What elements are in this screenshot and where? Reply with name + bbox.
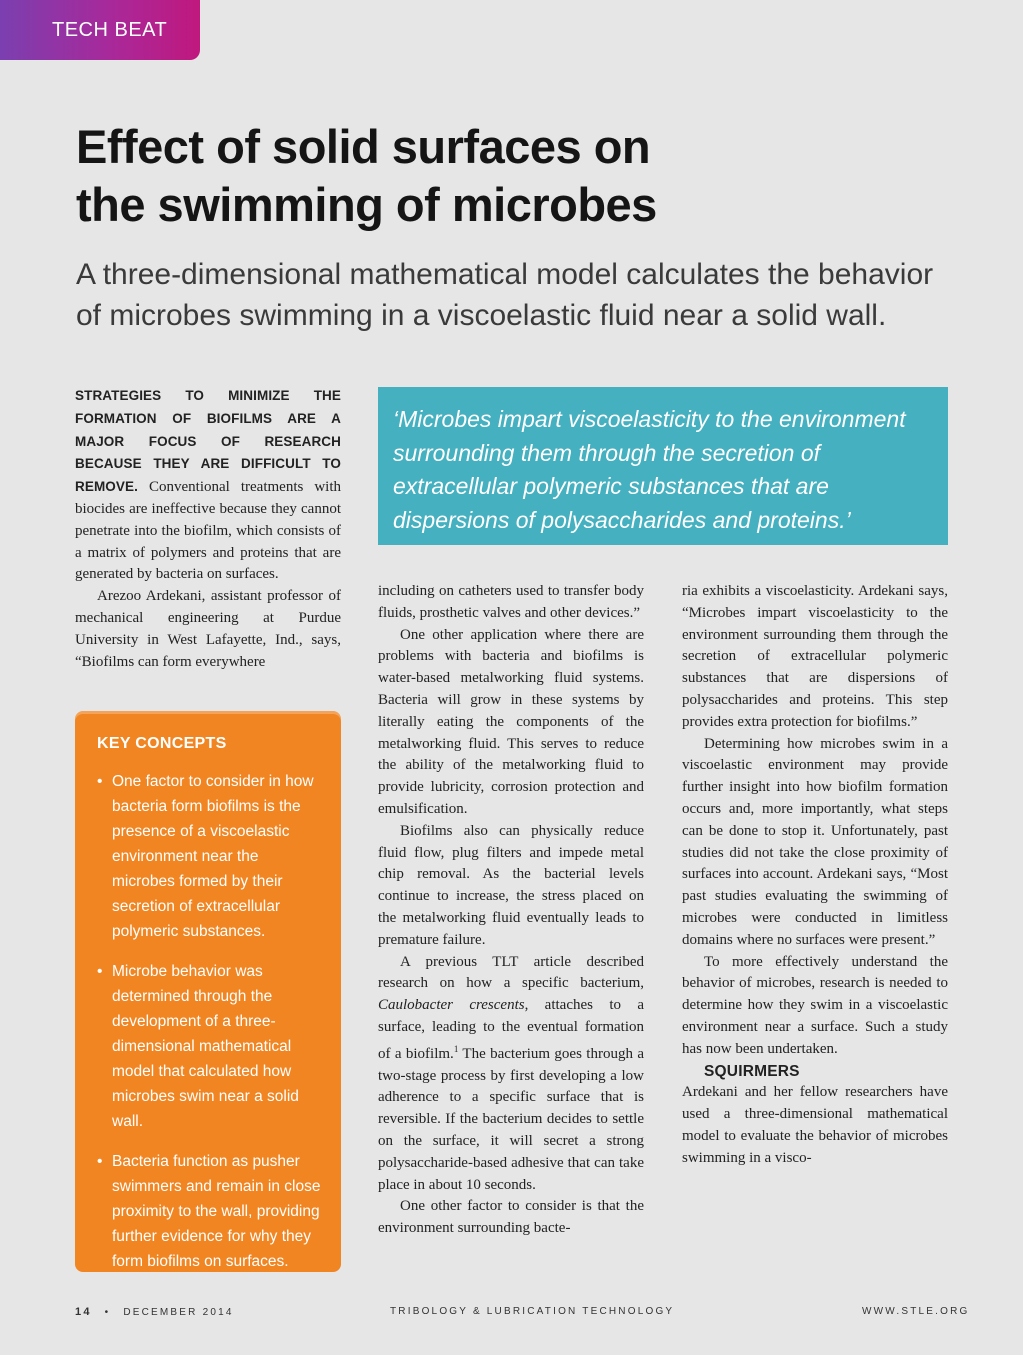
key-concept-text: Microbe behavior was determined through the development of a three-dimensional mathematical model that calculated how microbes swim near a solid wall.	[112, 963, 299, 1130]
footer-left	[75, 1306, 234, 1318]
section-tab: TECH BEAT	[0, 0, 200, 60]
website: WWW.STLE.ORG	[862, 1306, 970, 1317]
bullet-icon: •	[97, 773, 103, 790]
issue-date: DECEMBER 2014	[123, 1307, 234, 1318]
column-1	[75, 385, 341, 673]
title-line-1: Effect of solid surfaces on	[76, 120, 651, 173]
article-title	[76, 118, 976, 234]
text-span: The bacterium goes through a two-stage process by first developing a low adherence to a specific surface that is reversible. If the bacterium decides to settle on the surface, it will secret a strong polysaccharide-based adhesive that can take place in about 10 seconds.	[378, 1045, 644, 1193]
intro-text: Conventional treatments with biocides are ineffective because they cannot penetrate into the biofilm, which consists of a matrix of polymers and proteins that are generated by bacteria on surfaces.	[75, 479, 342, 583]
text-span: A previous TLT article described research on how a specific bacterium,	[378, 953, 644, 992]
body-paragraph: Determining how microbes swim in a viscoelastic environment may provide further insight into how biofilm formation occurs and, more importantly, what steps can be done to stop it. Unfortunately, past studies did not take the close proximity of surfaces into account. Ardekani says, “Most past studies evaluating the swimming of microbes were conducted in limitless domains where no surfaces were present.”	[682, 735, 948, 948]
body-paragraph: Arezoo Ardekani, assistant professor of mechanical engineering at Purdue University in West Lafayette, Ind., says, “Biofilms can form everywhere	[75, 588, 341, 670]
body-paragraph: Ardekani and her fellow researchers have used a three-dimensional mathematical model to evaluate the behavior of microbes swimming in a visco-	[682, 1084, 948, 1166]
article-subtitle: A three-dimensional mathematical model calculates the behavior of microbes swimming in a viscoelastic fluid near a solid wall.	[76, 258, 934, 332]
key-concept-item	[97, 1149, 323, 1274]
body-paragraph: including on catheters used to transfer body fluids, prosthetic valves and other devices.”	[378, 583, 644, 621]
section-subhead: SQUIRMERS	[704, 1062, 800, 1080]
key-concepts-box	[75, 711, 341, 1272]
body-paragraph: One other application where there are problems with bacteria and biofilms is water-based metalworking fluid systems. Bacteria will grow in these systems by literally eating the components of the metalworking fluid. This serves to reduce the ability of the metalworking fluid to provide lubricity, corrosion protection and emulsification.	[378, 626, 644, 817]
body-paragraph	[378, 952, 644, 1197]
lead-in: STRATEGIES TO MINIMIZE THE FORMATION OF BIOFILMS ARE A MAJOR FOCUS OF RESEARCH BECAUSE THEY ARE DIFFICULT TO REMOVE.	[75, 388, 341, 495]
key-concept-text: One factor to consider in how bacteria form biofilms is the presence of a viscoelastic environment near the microbes formed by their secretion of extracellular polymeric substances.	[112, 773, 314, 940]
bullet-icon: •	[97, 963, 103, 980]
footnote-ref: 1	[453, 1043, 459, 1054]
intro-paragraph	[75, 385, 341, 586]
body-paragraph: One other factor to consider is that the environment surrounding bacte-	[378, 1198, 644, 1237]
bullet-icon: •	[97, 1153, 103, 1170]
key-concept-item	[97, 769, 323, 944]
footer-separator: •	[104, 1307, 111, 1318]
column-2	[378, 581, 644, 1240]
body-paragraph: Biofilms also can physically reduce fluid flow, plug filters and impede metal chip removal. As the bacterial levels continue to increase, the stress placed on the metalworking fluid eventually leads to premature failure.	[378, 822, 644, 948]
species-name: Caulobacter crescents	[378, 997, 525, 1014]
key-concepts-heading: KEY CONCEPTS	[97, 735, 227, 752]
key-concept-text: Bacteria function as pusher swimmers and remain in close proximity to the wall, providing further evidence for why they form biofilms on surfaces.	[112, 1153, 321, 1270]
body-paragraph: ria exhibits a viscoelasticity. Ardekani says, “Microbes impart viscoelasticity to the environment surrounding them through the secretion of extracellular polymeric substances that are dispersions of polysaccharides and proteins. This step provides extra protection for biofilms.”	[682, 583, 948, 730]
publication-name: TRIBOLOGY & LUBRICATION TECHNOLOGY	[390, 1306, 675, 1317]
text-span: , attaches to a surface, leading to the eventual formation of a biofilm.	[378, 997, 644, 1062]
column-3	[682, 581, 948, 1170]
key-concepts-list	[97, 769, 323, 1274]
pull-quote: ‘Microbes impart viscoelasticity to the environment surrounding them through the secretion of extracellular polymeric substances that are dispersions of polysaccharides and proteins.’	[378, 387, 948, 545]
key-concept-item	[97, 959, 323, 1134]
body-paragraph: To more effectively understand the behavior of microbes, research is needed to determine how they swim in a viscoelastic environment near a surface. Such a study has now been undertaken.	[682, 953, 948, 1057]
page-number: 14	[75, 1306, 92, 1318]
title-line-2: the swimming of microbes	[76, 178, 657, 231]
